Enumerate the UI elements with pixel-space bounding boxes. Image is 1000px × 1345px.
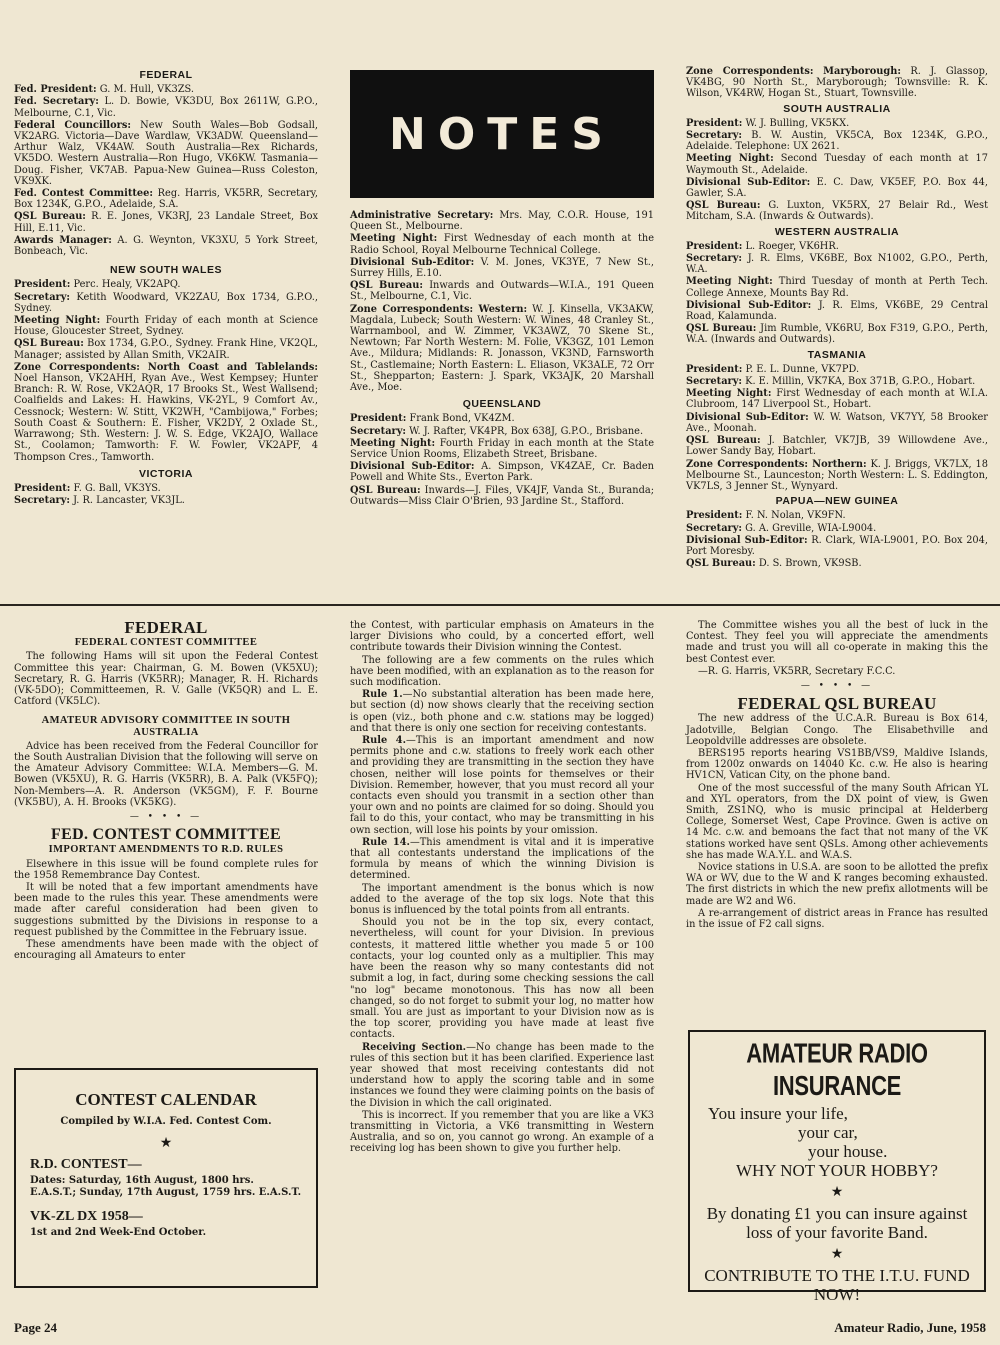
entry-text: Jim Rumble, VK6RU, Box F319, G.P.O., Perth, W.A. (Inwards and Outwards).	[686, 323, 989, 346]
entry-label: Secretary:	[350, 425, 407, 437]
entry-label: QSL Bureau:	[686, 435, 761, 447]
rule-14-label: Rule 14.	[362, 836, 410, 848]
entry-text: J. R. Elms, VK6BE, 29 Central Road, Kalamunda.	[686, 299, 988, 323]
rule-1-paragraph	[350, 689, 654, 734]
calendar-title: CONTEST CALENDAR	[75, 1090, 257, 1109]
amendments-paragraph-1: Elsewhere in this issue will be found complete rules for the 1958 Remembrance Day Contest.	[14, 858, 318, 881]
rule-1-text: —No substantial alteration has been made here, but section (d) now shows clearly that the receiving section is open (viz., both phone and c.w. stations may be logged) and that there is only one section for receiving contestants.	[350, 689, 654, 734]
entry-label: Zone Correspondents: Western:	[350, 303, 528, 315]
qsl-paragraph-3: One of the most successful of the many South African YL and XYL operators, from the DX point of view, is Gwen Smith, ZS1NQ, who is music principal at Helderberg College, Somerset West, Cape Province. Gwen is active on 14 Mc. c.w. and bemoans the fact that not many of the VK stations worked have sent QSLs. Among other achievements she has made W.A.Y.L. and W.A.S.	[686, 782, 988, 861]
entry-label: QSL Bureau:	[686, 200, 761, 212]
entry-text: P. E. L. Dunne, VK7PD.	[742, 363, 860, 375]
entry	[350, 257, 654, 279]
lower-column-3	[686, 620, 988, 931]
separator: — • • • —	[129, 812, 203, 823]
amendments-heading: IMPORTANT AMENDMENTS TO R.D. RULES	[48, 844, 284, 856]
advisory-paragraph: Advice has been received from the Federal Councillor for the South Australian Division that the following will serve on the Amateur Advisory Committee: W.I.A. Members—G. M. Bowen (VK5XU), R. G. Harris (VK5RR), B. A. Palk (VK5FQ); Non-Members—A. R. Anderson (VK5GM), F. F. Bourne (VK5BU), A. H. Brooks (VK5KG).	[14, 740, 318, 808]
entry	[350, 438, 654, 460]
entry	[14, 362, 318, 463]
entry-label: Zone Correspondents: North Coast and Tablelands:	[14, 361, 318, 373]
separator-2: — • • • —	[800, 681, 874, 692]
entry-text: First Wednesday of each month at W.I.A. Clubroom, 147 Liverpool St., Hobart.	[686, 388, 989, 411]
nsw-list	[14, 279, 318, 462]
incorrect-paragraph: This is incorrect. If you remember that you are like a VK3 transmitting in Victoria, a VK6 transmitting in Western Australia, and so on, you cannot go wrong. An example of a receiving log has been shown to give you further help.	[350, 1109, 654, 1155]
entry	[350, 280, 654, 302]
qsl-paragraph-4: Novice stations in U.S.A. are soon to be allotted the prefix WA or WV, due to the W and K ranges becoming exhausted. The first districts in which the new prefix allotments will be made are W2 and W6.	[686, 862, 988, 907]
rd-contest-dates: Dates: Saturday, 16th August, 1800 hrs. E.A.S.T.; Sunday, 17th August, 1759 hrs. E.A.S.T.	[30, 1175, 302, 1198]
queensland-list	[350, 413, 654, 507]
star-icon: ★	[159, 1135, 173, 1151]
entry	[686, 153, 988, 175]
entry	[686, 523, 988, 534]
entry-label: Administrative Secretary:	[350, 210, 494, 221]
entry	[350, 485, 654, 507]
qsl-paragraph-2: BERS195 reports hearing VS1BB/VS9, Maldive Islands, from 1200z onwards on 14040 Kc. c.w. He also is hearing HV1CN, Vatican City, on the phone band.	[686, 748, 988, 782]
entry-label: Divisional Sub-Editor:	[686, 176, 811, 188]
entry-text: J. R. Lancaster, VK3JL.	[70, 495, 185, 507]
entry-text: G. A. Greville, WIA-L9004.	[742, 522, 877, 534]
entry	[686, 558, 988, 569]
entry-label: Secretary:	[686, 522, 743, 534]
upper-column-3	[686, 66, 988, 570]
entry-text: Fourth Friday of each month at Science House, Gloucester Street, Sydney.	[14, 315, 318, 338]
qsl-paragraph-5: A re-arrangement of district areas in France has resulted in the issue of F2 call signs.	[686, 907, 988, 931]
entry-text: Ketith Woodward, VK2ZAU, Box 1734, G.P.O., Sydney.	[14, 291, 318, 314]
entry	[686, 200, 988, 222]
entry-label: Awards Manager:	[14, 234, 112, 246]
entry-label: President:	[686, 117, 743, 129]
entry-label: Meeting Night:	[14, 315, 101, 327]
entry-text: R. Clark, WIA-L9001, P.O. Box 204, Port Moresby.	[686, 534, 989, 557]
tasmania-heading: TASMANIA	[807, 348, 867, 361]
entry-label: President:	[686, 240, 743, 252]
entry-text: K. J. Briggs, VK7LX, 18 Melbourne St., Launceston; North Western: L. S. Eddington, VK7LS, 3 Jenner St., Wynyard.	[686, 458, 988, 492]
entry	[686, 412, 988, 434]
entry	[686, 130, 988, 152]
sa-list	[686, 118, 988, 223]
entry-text: W. J. Kinsella, VK3AKW, Magdala, Lubeck; South Western: W. Wines, 48 Cranley St., Warrnambool, and W. Zimmer, VK3AWZ, 70 Skene St., Newtown; Far North Western: M. Folie, VK3GZ, 101 Lemon Ave., Mildura; Midlands: R. Jonasson, VK3ND, Farnsworth St., Castlemaine; North Eastern: L. Eliason, VK3ALE, 72 Orr St., Shepparton; Eastern: J. Spark, VK3AJK, 20 Marshall Ave., Moe.	[350, 303, 654, 394]
insurance-line-5: By donating £1 you can insure against loss of your favorite Band.	[706, 1204, 968, 1242]
rd-contest-heading: R.D. CONTEST—	[30, 1157, 142, 1172]
entry	[350, 413, 654, 424]
entry-label: Secretary:	[686, 376, 743, 388]
insurance-star-icon-2: ★	[830, 1246, 844, 1262]
entry-label: President:	[686, 510, 743, 522]
entry-label: President:	[686, 363, 743, 375]
qsl-bureau-heading: FEDERAL QSL BUREAU	[737, 694, 937, 714]
continued-paragraph: the Contest, with particular emphasis on Amateurs in the larger Divisions who could, by a concerted effort, well contribute towards their Division winning the Contest.	[350, 620, 654, 654]
entry	[686, 177, 988, 199]
entry	[14, 495, 318, 506]
bonus-paragraph: The important amendment is the bonus which is now added to the average of the top six logs. Note that this bonus is influenced by the total points from all entrants.	[350, 882, 654, 917]
notes-header-box	[350, 70, 654, 198]
amendments-paragraph-2: It will be noted that a few important amendments have been made to the rules this year. These amendments were made after careful consideration had been given to suggestions submitted by the Divisions in response to a request published by the Committee in the February issue.	[14, 882, 318, 938]
insurance-line-6: CONTRIBUTE TO THE I.T.U. FUND NOW!	[704, 1266, 970, 1304]
entry-text: Frank Bond, VK4ZM.	[406, 413, 515, 425]
rule-14-text: —This amendment is vital and it is imperative that all contestants understand the implications of the formula by means of which the winning Division is determined.	[350, 836, 654, 882]
entry-label: Divisional Sub-Editor:	[686, 299, 812, 311]
entry-text: J. R. Elms, VK6BE, Box N1002, G.P.O., Perth, W.A.	[686, 253, 988, 276]
entry	[686, 510, 988, 521]
entry	[686, 364, 988, 375]
entry-label: Divisional Sub-Editor:	[350, 256, 475, 268]
lower-column-1	[14, 620, 318, 962]
sa-heading: SOUTH AUSTRALIA	[783, 102, 891, 115]
entry	[14, 84, 318, 95]
insurance-line-2: your car,	[798, 1123, 858, 1142]
receiving-section-text: —No change has been made to the rules of this section but it has been clarified. Experience last year showed that most receiving contestants did not understand how to apply the scoring table and in some instances we found they were claiming points on the basis of the Division in which the call originated.	[350, 1041, 655, 1109]
entry-label: Divisional Sub-Editor:	[686, 411, 809, 423]
entry-text: A. Simpson, VK4ZAE, Cr. Baden Powell and White Sts., Everton Park.	[350, 461, 654, 484]
entry-label: Secretary:	[14, 291, 71, 303]
comments-paragraph: The following are a few comments on the rules which have been modified, with an explanation as to the reason for such modification.	[350, 654, 654, 689]
entry-label: President:	[350, 413, 407, 425]
entry	[686, 241, 988, 252]
publication-info: Amateur Radio, June, 1958	[834, 1320, 986, 1335]
entry-text: Second Tuesday of each month at 17 Waymouth St., Adelaide.	[686, 153, 988, 176]
entry-label: Divisional Sub-Editor:	[686, 534, 808, 546]
amendments-paragraph-3: These amendments have been made with the object of encouraging all Amateurs to enter	[14, 939, 318, 962]
committee-wishes-paragraph: The Committee wishes you all the best of luck in the Contest. They feel you will appreciate the amendments made and trust you will all co-operate in making this the best Contest ever.	[686, 620, 988, 665]
top-six-paragraph: Should you not be in the top six, every contact, nevertheless, will count for your Division. In previous contests, it mattered little whether you made 5 or 100 contacts, your log counted only as a multiplier. This may have been the reason why so many contestants did not submit a log, in fact, during some checking sessions the call "no log" became monotonous. This has now all been changed, so do not forget to submit your log, no matter how small. You are just as important to your Division now as is the top scorer, providing you have made at least five contacts.	[350, 917, 654, 1041]
insurance-star-icon: ★	[830, 1184, 844, 1200]
entry-text: R. J. Glassop, VK4BG, 90 North St., Maryborough; Townsville: R. K. Wilson, VK4RW, Hogan St., Stuart, Townsville.	[686, 66, 988, 100]
entry-label: QSL Bureau:	[14, 338, 84, 350]
entry	[686, 376, 988, 387]
entry	[686, 459, 988, 493]
entry-label: Fed. President:	[14, 84, 97, 96]
entry-label: Divisional Sub-Editor:	[350, 461, 475, 473]
victoria-heading: VICTORIA	[139, 467, 193, 480]
entry-text: D. S. Brown, VK9SB.	[755, 558, 862, 570]
section-divider	[0, 604, 1000, 606]
entry-text: F. N. Nolan, VK9FN.	[742, 510, 846, 522]
fcc-heading: FEDERAL CONTEST COMMITTEE	[74, 637, 258, 649]
entry-text: R. E. Jones, VK3RJ, 23 Landale Street, Box Hill, E.11, Vic.	[14, 211, 319, 234]
entry-text: New South Wales—Bob Godsall, VK2ARG. Victoria—Dave Wardlaw, VK3ADW. Queensland—Arthur Walz, VK4AW. South Australia—Rex Richards, VK5DO. Western Australia—Ron Hugo, VK6KW. Tasmania—Doug. Fisher, VK7AB. Papua-New Guinea—Russ Coleston, VK9XK.	[14, 119, 318, 187]
entry	[14, 483, 318, 494]
entry-text: G. M. Hull, VK3ZS.	[96, 84, 195, 96]
entry-label: Meeting Night:	[350, 233, 438, 245]
advisory-heading: AMATEUR ADVISORY COMMITTEE IN SOUTH AUSTRALIA	[41, 715, 291, 738]
federal-main-heading: FEDERAL	[124, 618, 208, 637]
entry-label: Zone Correspondents: Northern:	[686, 458, 867, 470]
entry	[350, 426, 654, 437]
entry-label: Federal Councillors:	[14, 119, 131, 131]
entry-text: Box 1734, G.P.O., Sydney. Frank Hine, VK2QL, Manager; assisted by Allan Smith, VK2AIR.	[14, 338, 318, 361]
entry-text: B. W. Austin, VK5CA, Box 1234K, G.P.O., Adelaide. Telephone: UX 2621.	[686, 130, 988, 153]
insurance-line-3: your house.	[808, 1142, 888, 1161]
wa-list	[686, 241, 988, 346]
wa-heading: WESTERN AUSTRALIA	[774, 225, 900, 238]
nsw-heading: NEW SOUTH WALES	[110, 264, 222, 277]
entry	[686, 66, 988, 100]
entry	[14, 120, 318, 187]
insurance-line-4: WHY NOT YOUR HOBBY?	[736, 1161, 938, 1180]
entry	[14, 315, 318, 337]
entry-label: Secretary:	[686, 253, 743, 265]
calendar-subtitle: Compiled by W.I.A. Fed. Contest Com.	[60, 1116, 272, 1127]
entry	[350, 304, 654, 394]
upper-column-1	[14, 66, 318, 507]
entry	[14, 96, 318, 118]
entry-label: Secretary:	[14, 495, 71, 507]
entry-label: Secretary:	[686, 130, 743, 142]
entry-label: Zone Correspondents: Maryborough:	[686, 66, 901, 77]
entry	[686, 435, 988, 457]
signature-line: —R. G. Harris, VK5RR, Secretary F.C.C.	[698, 665, 896, 677]
entry	[686, 535, 988, 557]
entry-text: W. W. Watson, VK7YY, 58 Brooker Ave., Moonah.	[686, 411, 988, 434]
entry-text: First Wednesday of each month at the Radio School, Royal Melbourne Technical College.	[350, 233, 654, 256]
fcc-paragraph: The following Hams will sit upon the Federal Contest Committee this year: Chairman, G. M. Bowen (VK5XU); Secretary, R. G. Harris (VK5RR); Manager, R. H. Richards (VK-5DO); Committeemen, R. V. Galle (VK5QR) and L. E. Catford (VK5LC).	[14, 651, 318, 708]
entry-text: Mrs. May, C.O.R. House, 191 Queen St., Melbourne.	[350, 210, 654, 233]
federal-heading: FEDERAL	[139, 69, 193, 81]
entry-label: QSL Bureau:	[14, 211, 86, 223]
qsl-paragraph-1: The new address of the U.C.A.R. Bureau is Box 614, Jadotville, Belgian Congo. The Elisabethville and Leopoldville addresses are obsolete.	[686, 713, 988, 747]
rule-1-label: Rule 1.	[362, 689, 403, 701]
notes-title: NOTES	[389, 108, 615, 160]
victoria-continued-list	[350, 210, 654, 393]
dx-contest-dates: 1st and 2nd Week-End October.	[30, 1227, 207, 1238]
insurance-ad-box	[688, 1030, 986, 1304]
entry-text: F. G. Ball, VK3YS.	[70, 482, 161, 494]
entry	[14, 292, 318, 314]
entry-text: Noel Hanson, VK2AHH, Ryan Ave., West Kempsey; Hunter Branch: R. W. Rose, VK2AQR, 17 Brooks St., West Wallsend; Coalfields and Lakes: H. Hawkins, VK-2YL, 9 Comfort Av., Cessnock; Western: W. Stitt, VK2WH, "Cambijowa," Forbes; South Coast & Southern: E. Fisher, VK2DY, 2 Oxlade St., Warrawong; Sth. Western: J. W. S. Edge, VK2AJO, Wallace St., Coolamon; Tamworth: F. W. Fowler, VK2APF, 4 Thompson Cres., Tamworth.	[14, 373, 318, 463]
entry	[686, 253, 988, 275]
entry-text: Reg. Harris, VK5RR, Secretary, Box 1234K, G.P.O., Adelaide, S.A.	[14, 188, 318, 211]
entry-text: L. D. Bowie, VK3DU, Box 2611W, G.P.O., Melbourne, C.1, Vic.	[14, 96, 318, 119]
entry	[14, 235, 318, 257]
queensland-continued-list	[686, 66, 988, 100]
entry	[686, 323, 988, 345]
entry	[14, 211, 318, 233]
entry-label: Fed. Secretary:	[14, 96, 99, 108]
queensland-heading: QUEENSLAND	[462, 398, 542, 411]
entry-label: President:	[14, 279, 71, 291]
entry	[686, 388, 988, 410]
entry	[14, 338, 318, 360]
entry-label: Meeting Night:	[350, 437, 436, 449]
receiving-section-label: Receiving Section.	[362, 1041, 467, 1053]
entry	[686, 276, 988, 298]
insurance-line-1: You insure your life,	[708, 1104, 848, 1123]
entry-label: QSL Bureau:	[686, 558, 756, 570]
receiving-section-paragraph	[350, 1042, 654, 1109]
entry-text: L. Roeger, VK6HR.	[742, 240, 839, 252]
png-list	[686, 510, 988, 569]
entry	[350, 210, 654, 232]
federal-list	[14, 84, 318, 257]
entry-text: V. M. Jones, VK3YE, 7 New St., Surrey Hills, E.10.	[350, 256, 654, 280]
entry-text: W. J. Bulling, VK5KX.	[742, 117, 850, 129]
entry	[686, 300, 988, 322]
entry-label: QSL Bureau:	[350, 280, 423, 292]
page-number: Page 24	[14, 1320, 57, 1335]
entry-text: Perc. Healy, VK2APQ.	[70, 279, 181, 291]
entry-label: Meeting Night:	[686, 153, 774, 165]
entry-label: Meeting Night:	[686, 276, 773, 288]
entry-text: Fourth Friday in each month at the State Service Union Rooms, Elizabeth Street, Brisbane.	[350, 437, 654, 461]
entry-label: President:	[14, 482, 71, 494]
entry-text: E. C. Daw, VK5EF, P.O. Box 44, Gawler, S.A.	[686, 176, 988, 200]
entry	[350, 233, 654, 255]
entry-text: A. G. Weynton, VK3XU, 5 York Street, Bonbeach, Vic.	[14, 234, 318, 258]
entry-text: G. Luxton, VK5RX, 27 Belair Rd., West Mitcham, S.A. (Inwards & Outwards).	[686, 200, 988, 223]
victoria-list	[14, 483, 318, 506]
entry	[686, 118, 988, 129]
entry-text: W. J. Rafter, VK4PR, Box 638J, G.P.O., Brisbane.	[406, 425, 644, 437]
entry-text: Third Tuesday of month at Perth Tech. College Annexe, Mounts Bay Rd.	[686, 276, 988, 299]
dx-contest-heading: VK-ZL DX 1958—	[30, 1209, 143, 1224]
tasmania-list	[686, 364, 988, 492]
entry-label: Fed. Contest Committee:	[14, 188, 153, 200]
entry-text: J. Batchler, VK7JB, 39 Willowdene Ave., Lower Sandy Bay, Hobart.	[686, 435, 988, 458]
entry-text: Inwards—J. Files, VK4JF, Vanda St., Buranda; Outwards—Miss Clair O'Brien, 93 Jardine St., Stafford.	[350, 484, 654, 507]
lower-column-2	[350, 620, 654, 1156]
entry	[14, 188, 318, 210]
upper-column-2	[350, 210, 654, 508]
entry-label: QSL Bureau:	[350, 484, 421, 496]
rule-4-text: —This is an important amendment and now permits phone and c.w. stations to freely work each other and providing they are transmitting in the section they have chosen, neither will lose points for themselves or their Division. Remember, however, that you must record all your contacts even should you transmit in a section other than your own and no points are claimed for so doing. Should you fail to do this, your contact, who may be transmitting in his own section, will lose his points by your omission.	[350, 735, 654, 836]
insurance-title: AMATEUR RADIO INSURANCE	[746, 1037, 928, 1102]
rule-14-paragraph	[350, 837, 654, 882]
entry	[14, 279, 318, 290]
entry-text: K. E. Millin, VK7KA, Box 371B, G.P.O., Hobart.	[742, 376, 976, 388]
entry-text: Inwards and Outwards—W.I.A., 191 Queen St., Melbourne, C.1, Vic.	[350, 280, 654, 303]
rule-4-paragraph	[350, 735, 654, 836]
rule-4-label: Rule 4.	[362, 735, 407, 747]
contest-calendar-box	[14, 1068, 318, 1288]
entry-label: QSL Bureau:	[686, 323, 757, 335]
png-heading: PAPUA—NEW GUINEA	[775, 495, 899, 508]
contest-committee-heading: FED. CONTEST COMMITTEE	[51, 826, 281, 844]
entry	[350, 461, 654, 483]
entry-label: Meeting Night:	[686, 388, 772, 400]
